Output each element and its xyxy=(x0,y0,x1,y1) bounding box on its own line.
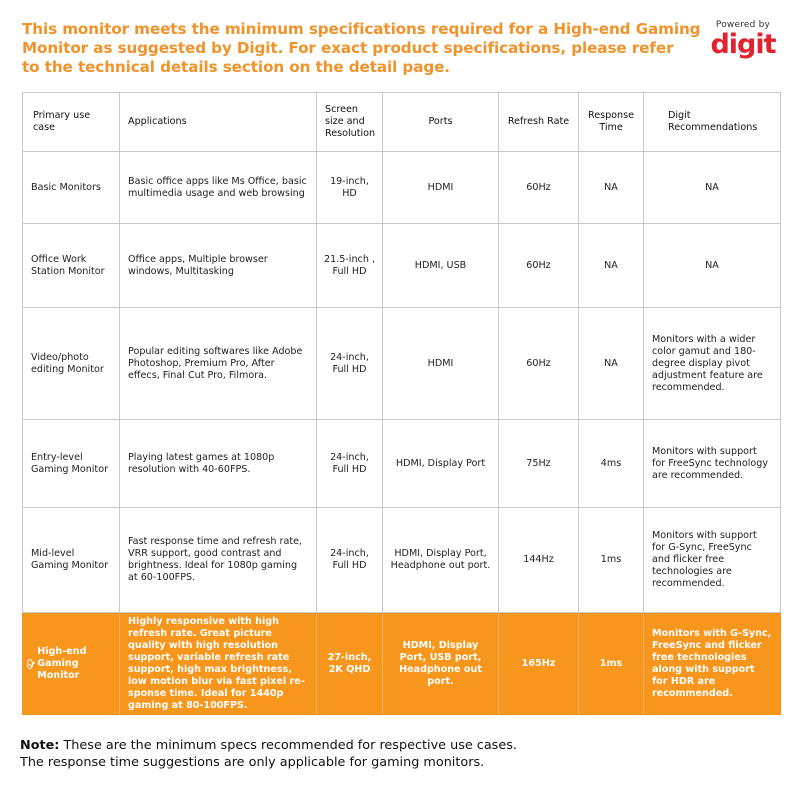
cell-use-case-label: High-end Gaming Monitor xyxy=(37,645,87,681)
cell-recommendation: Monitors with a wider color gamut and 180-degree display pivot adjustment feature are recommended. xyxy=(644,308,781,420)
cell-response: 1ms xyxy=(579,613,644,715)
header-use-case: Primary use case xyxy=(23,93,120,152)
cell-refresh: 60Hz xyxy=(499,152,579,224)
cell-use-case xyxy=(23,613,120,715)
cell-refresh: 165Hz xyxy=(499,613,579,715)
digit-logo: digit xyxy=(710,29,776,60)
cell-screen: 19-inch, HD xyxy=(317,152,383,224)
cell-use-case: Entry-level Gaming Monitor xyxy=(23,420,120,508)
cell-response: NA xyxy=(579,224,644,308)
headline-line-2: Monitor as suggested by Digit. For exact product specifications, please refer xyxy=(22,39,674,57)
cell-screen: 21.5-inch , Full HD xyxy=(317,224,383,308)
cell-screen: 27-inch, 2K QHD xyxy=(317,613,383,715)
highlighted-table-row xyxy=(23,613,781,715)
note-label: Note: xyxy=(20,738,60,753)
cell-recommendation: Monitors with support for FreeSync technology are recommended. xyxy=(644,420,781,508)
table-row xyxy=(23,308,781,420)
cell-screen: 24-inch, Full HD xyxy=(317,508,383,613)
cell-use-case: Office Work Station Monitor xyxy=(23,224,120,308)
note-line-2: The response time suggestions are only applicable for gaming monitors. xyxy=(20,755,485,770)
cell-refresh: 60Hz xyxy=(499,308,579,420)
headline-line-3: to the technical details section on the detail page. xyxy=(22,58,450,76)
cell-recommendation: NA xyxy=(644,224,781,308)
cell-refresh: 60Hz xyxy=(499,224,579,308)
cell-recommendation: NA xyxy=(644,152,781,224)
headline xyxy=(22,20,701,77)
cell-recommendation: Monitors with G-Sync, FreeSync and flicker free technologies along with support for HDR are recommended. xyxy=(644,613,781,715)
cell-applications: Playing latest games at 1080p resolution with 40-60FPS. xyxy=(120,420,317,508)
cell-screen: 24-inch, Full HD xyxy=(317,420,383,508)
specs-table xyxy=(22,92,781,715)
table-row xyxy=(23,152,781,224)
cell-use-case: Basic Monitors xyxy=(23,152,120,224)
cell-ports: HDMI, Display Port, Headphone out port. xyxy=(383,508,499,613)
cell-applications: Fast response time and refresh rate, VRR support, good contrast and brightness. Ideal for 1080p gaming at 60-100FPS. xyxy=(120,508,317,613)
cell-response: 4ms xyxy=(579,420,644,508)
cell-response: NA xyxy=(579,152,644,224)
cell-ports: HDMI, Display Port xyxy=(383,420,499,508)
cell-ports: HDMI, Display Port, USB port, Headphone out port. xyxy=(383,613,499,715)
cell-ports: HDMI xyxy=(383,308,499,420)
header-applications: Applications xyxy=(120,93,317,152)
cell-applications: Popular editing softwares like Adobe Photoshop, Premium Pro, After effecs, Final Cut Pro, Filmora. xyxy=(120,308,317,420)
header-ports: Ports xyxy=(383,93,499,152)
cell-refresh: 75Hz xyxy=(499,420,579,508)
headline-block xyxy=(22,20,701,77)
powered-by-label: Powered by xyxy=(715,20,771,30)
cell-use-case: Video/photo editing Monitor xyxy=(23,308,120,420)
cell-use-case: Mid-level Gaming Monitor xyxy=(23,508,120,613)
cell-refresh: 144Hz xyxy=(499,508,579,613)
note-line-1: These are the minimum specs recommended for respective use cases. xyxy=(59,738,517,753)
header-refresh: Refresh Rate xyxy=(499,93,579,152)
brand-block xyxy=(708,20,778,60)
cell-screen: 24-inch, Full HD xyxy=(317,308,383,420)
check-circle-icon xyxy=(27,659,33,669)
footnote xyxy=(20,737,517,771)
table-row xyxy=(23,224,781,308)
cell-response: NA xyxy=(579,308,644,420)
table-header-row xyxy=(23,93,781,152)
cell-applications: Highly responsive with high refresh rate. Great picture quality with high resolution support, variable refresh rate support, high max brightness, low motion blur via fast pixel re-sponse time. Ideal for 1440p gaming at 80-100FPS. xyxy=(120,613,317,715)
header-recommendations: Digit Recommendations xyxy=(644,93,781,152)
headline-line-1: This monitor meets the minimum specifications required for a High-end Gaming xyxy=(22,20,701,38)
table-row xyxy=(23,420,781,508)
cell-applications: Office apps, Multiple browser windows, Multitasking xyxy=(120,224,317,308)
header-screen: Screen size and Resolution xyxy=(317,93,383,152)
cell-ports: HDMI xyxy=(383,152,499,224)
cell-response: 1ms xyxy=(579,508,644,613)
header-response: Response Time xyxy=(579,93,644,152)
table-row xyxy=(23,508,781,613)
cell-applications: Basic office apps like Ms Office, basic multimedia usage and web browsing xyxy=(120,152,317,224)
cell-recommendation: Monitors with support for G-Sync, FreeSync and flicker free technologies are recommended. xyxy=(644,508,781,613)
cell-ports: HDMI, USB xyxy=(383,224,499,308)
